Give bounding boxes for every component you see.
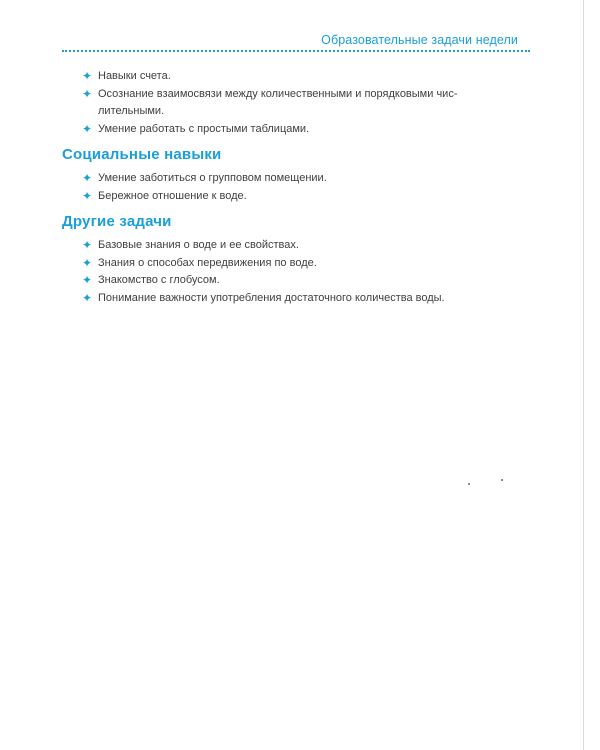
section-math-skills xyxy=(62,68,502,138)
list-item xyxy=(62,188,502,206)
list-item xyxy=(62,121,502,139)
four-point-star-icon: ✦ xyxy=(82,273,93,287)
running-header: Образовательные задачи недели xyxy=(321,33,518,47)
four-point-star-icon: ✦ xyxy=(82,188,93,203)
four-point-star-icon: ✦ xyxy=(82,69,93,83)
list-item-text: Умение заботиться о групповом помещении. xyxy=(98,172,327,184)
list-item xyxy=(62,290,502,308)
scan-speck xyxy=(501,479,503,481)
section-heading: Социальные навыки xyxy=(62,146,222,163)
list-item-text: Знакомство с глобусом. xyxy=(98,274,220,286)
list-item xyxy=(62,237,502,255)
list-item-text: Базовые знания о воде и ее свойствах. xyxy=(98,239,299,251)
task-list xyxy=(62,170,502,205)
list-item-text: Понимание важности употребления достаточного количества воды. xyxy=(98,291,445,304)
task-list xyxy=(62,237,502,307)
list-item xyxy=(62,86,502,121)
scan-specks xyxy=(468,479,508,485)
list-item xyxy=(62,272,502,290)
four-point-star-icon: ✦ xyxy=(82,121,93,136)
section-heading: Другие задачи xyxy=(62,213,172,230)
four-point-star-icon: ✦ xyxy=(82,255,93,270)
list-item-text: Умение работать с простыми таблицами. xyxy=(98,122,310,135)
list-item xyxy=(62,255,502,273)
page-edge-rule xyxy=(583,0,584,750)
list-item-text: Осознание взаимосвязи между количественными и порядковыми чис-лительными. xyxy=(98,87,458,117)
section-other-tasks xyxy=(62,213,502,307)
header-dotted-rule xyxy=(62,50,530,52)
section-social-skills xyxy=(62,146,502,205)
four-point-star-icon: ✦ xyxy=(82,238,93,252)
content xyxy=(62,68,502,307)
list-item-text: Знания о способах передвижения по воде. xyxy=(98,256,317,269)
task-list xyxy=(62,68,502,138)
four-point-star-icon: ✦ xyxy=(82,86,93,101)
four-point-star-icon: ✦ xyxy=(82,290,93,305)
list-item xyxy=(62,68,502,86)
four-point-star-icon: ✦ xyxy=(82,171,93,185)
list-item xyxy=(62,170,502,188)
scan-speck xyxy=(468,483,470,485)
list-item-text: Бережное отношение к воде. xyxy=(98,189,247,202)
list-item-text: Навыки счета. xyxy=(98,70,171,82)
